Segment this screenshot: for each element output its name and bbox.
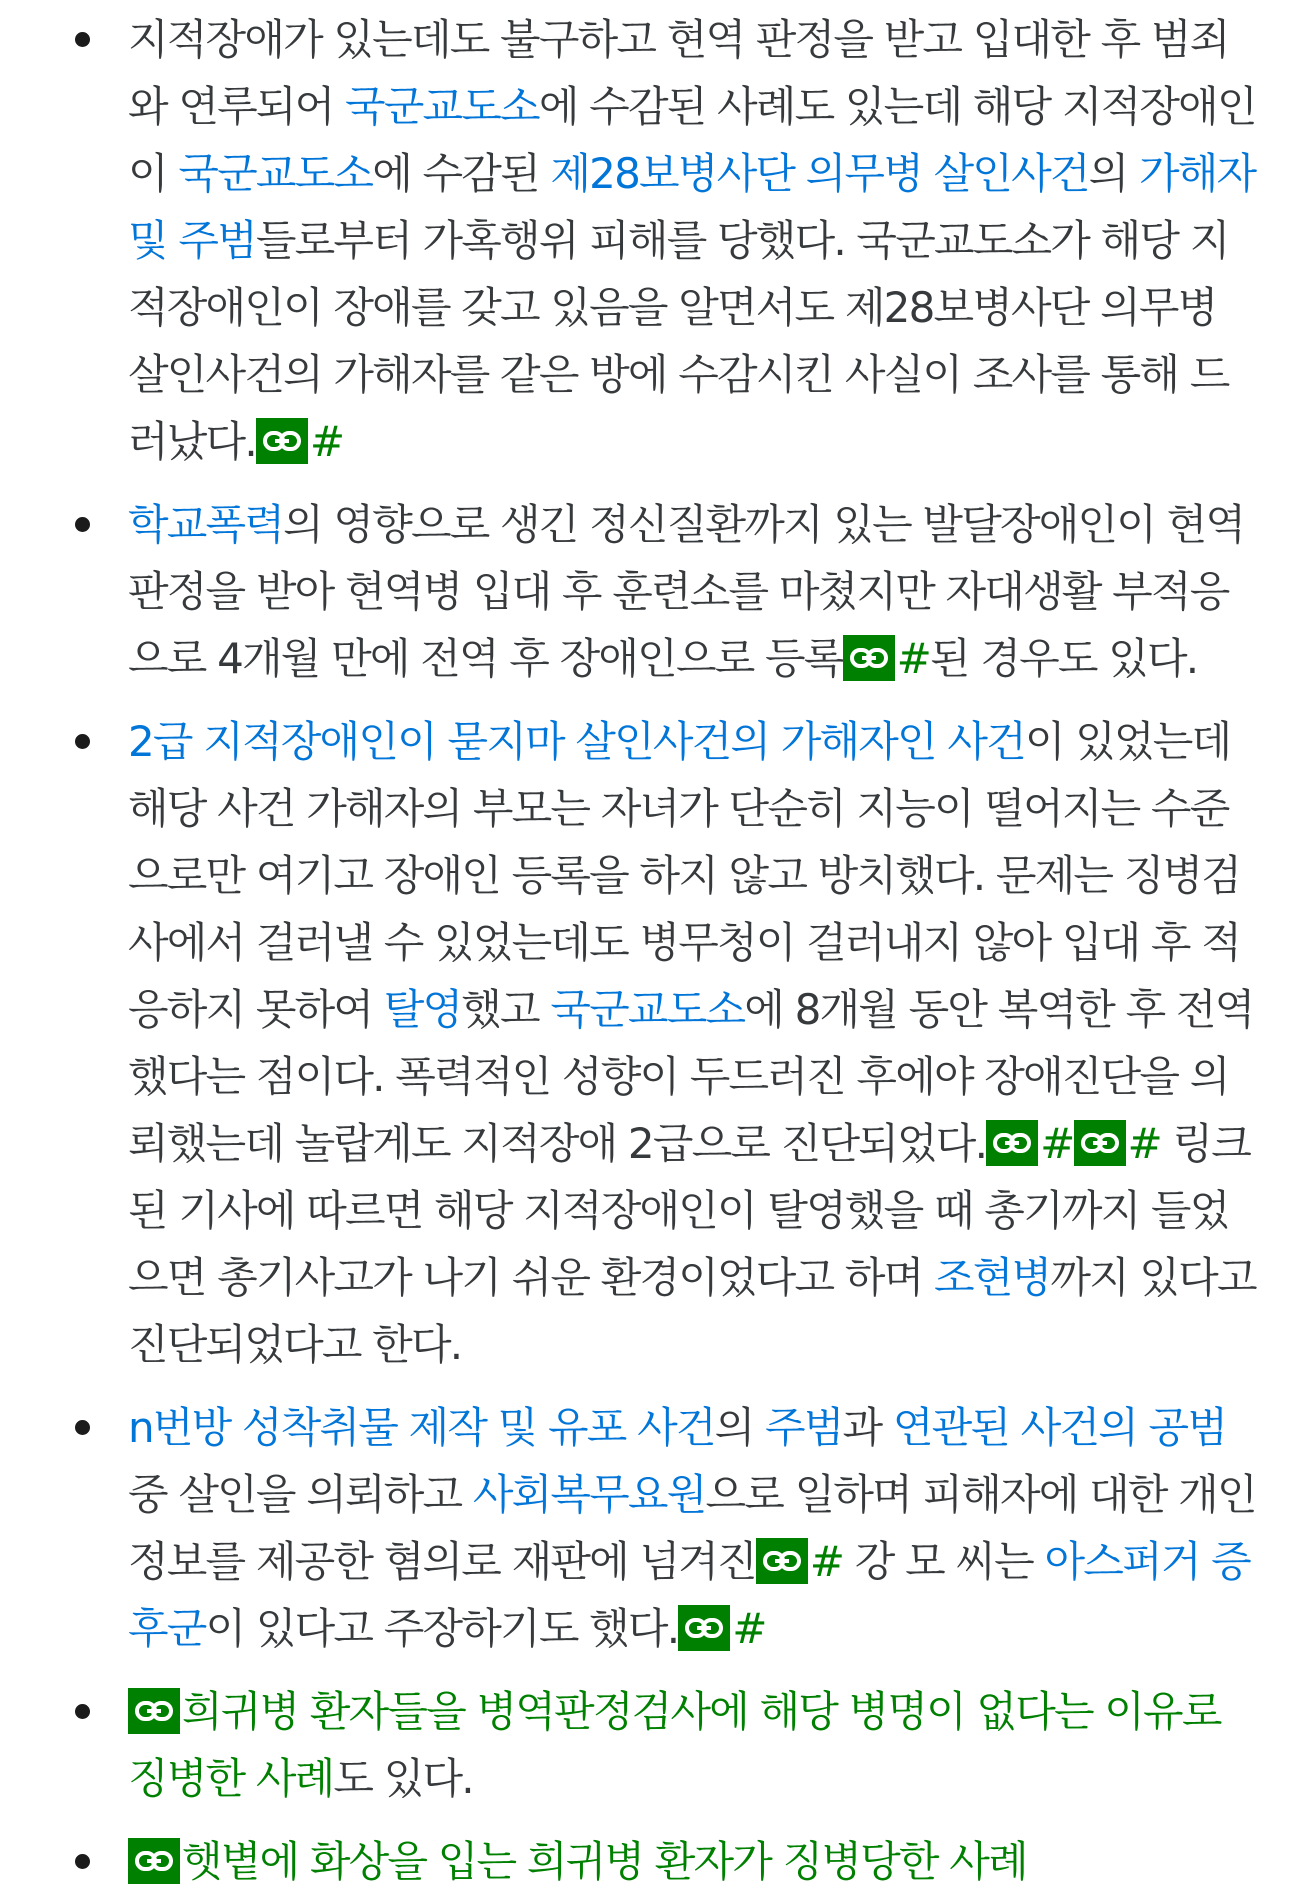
external-link[interactable]: # [809,1537,844,1586]
body-text: 의 [714,1403,765,1452]
body-text: 의 [1088,149,1139,198]
list-item [128,6,1258,475]
body-text: 강 모 씨는 [843,1537,1045,1586]
list-item [128,708,1258,1378]
body-text: 의 영향으로 생긴 정신질환까지 있는 발달장애인이 현역 판정을 받아 현역병 입대 후 훈련소를 마쳤지만 자대생활 부적응으로 4개월 만에 전역 후 장애인으로 등록 [128,500,1245,683]
external-link-icon[interactable] [256,418,308,464]
wiki-link[interactable]: 2급 지적장애인이 묻지마 살인사건의 가해자인 사건 [128,717,1025,766]
body-text: 에 수감된 [372,149,551,198]
body-text: 과 [842,1403,893,1452]
wiki-link[interactable]: 조현병 [933,1253,1051,1302]
wiki-link[interactable]: 아스퍼거 증후군 [128,1537,1250,1653]
external-link-icon[interactable] [128,1838,180,1884]
body-text: 들로부터 가혹행위 피해를 당했다. 국군교도소가 해당 지적장애인이 장애를 갖고 있음을 알면서도 제28보병사단 의무병 살인사건의 가해자를 같은 방에 수감시킨 사실이 조사를 통해 드러났다. [128,216,1229,466]
external-link-icon[interactable] [843,635,895,681]
body-text: 지적장애가 있는데도 불구하고 현역 판정을 받고 입대한 후 범죄와 연루되어 [128,15,1229,131]
wiki-link[interactable]: 사회복무요원 [472,1470,706,1519]
bullet-dot [75,1420,90,1435]
wiki-link[interactable]: 국군교도소 [178,149,373,198]
body-text: 했고 [461,985,551,1034]
external-link[interactable]: 햇볕에 화상을 입는 희귀병 환자가 징병당한 사례 [182,1837,1027,1886]
wiki-link[interactable]: 연관된 사건의 공범 [892,1403,1227,1452]
external-link[interactable]: 희귀병 환자들을 병역판정검사에 해당 병명이 없다는 이유로 징병한 사례 [128,1687,1221,1803]
list-item [128,1828,1258,1895]
bullet-dot [75,32,90,47]
wiki-link[interactable]: 학교폭력 [128,500,284,549]
external-link-icon[interactable] [678,1605,730,1651]
bullet-dot [75,517,90,532]
external-link[interactable]: # [896,634,930,683]
body-text: 된 경우도 있다. [930,634,1198,683]
body-text: 이 있다고 주장하기도 했다. [205,1604,679,1653]
external-link[interactable]: # [732,1604,766,1653]
body-text: 도 있다. [333,1754,473,1803]
wiki-link[interactable]: n번방 성착취물 제작 및 유포 사건 [128,1403,715,1452]
bullet-dot [75,734,90,749]
external-link[interactable]: # [309,417,344,466]
wiki-link[interactable]: 탈영 [383,985,462,1034]
body-text: 중 살인을 의뢰하고 [128,1470,473,1519]
list-item [128,491,1258,692]
body-text: 까지 있다고 진단되었다고 한다. [128,1253,1256,1369]
bullet-dot [75,1854,90,1869]
wiki-link[interactable]: 국군교도소 [344,82,539,131]
wiki-link[interactable]: 제28보병사단 의무병 살인사건 [550,149,1089,198]
bullet-dot [75,1704,90,1719]
list-item [128,1394,1258,1662]
body-text: 이 있었는데 해당 사건 가해자의 부모는 자녀가 단순히 지능이 떨어지는 수준으로만 여기고 장애인 등록을 하지 않고 방치했다. 문제는 징병검사에서 걸러낼 수 있었는데도 병무청이 걸러내지 않아 입대 후 적응하지 못하여 [128,717,1241,1034]
external-link-icon[interactable] [128,1688,180,1734]
external-link-icon[interactable] [1074,1120,1126,1166]
external-link-icon[interactable] [986,1120,1038,1166]
external-link[interactable]: # [1040,1119,1074,1168]
body-text: 에 8개월 동안 복역한 후 전역했다는 점이다. 폭력적인 성향이 두드러진 후에야 장애진단을 의뢰했는데 놀랍게도 지적장애 2급으로 진단되었다. [128,985,1254,1168]
list-item [128,1678,1258,1812]
external-link[interactable]: # [1127,1119,1161,1168]
wiki-link[interactable]: 국군교도소 [550,985,745,1034]
bullet-list [0,6,1290,1895]
wiki-link[interactable]: 가해자 및 주범 [128,149,1256,265]
wiki-link[interactable]: 주범 [764,1403,843,1452]
body-text: 링크된 기사에 따르면 해당 지적장애인이 탈영했을 때 총기까지 들었으면 총기사고가 나기 쉬운 환경이었다고 하며 [128,1119,1251,1302]
body-text: 으로 일하며 피해자에 대한 개인정보를 제공한 혐의로 재판에 넘겨진 [128,1470,1256,1586]
body-text: 에 수감된 사례도 있는데 해당 지적장애인이 [128,82,1256,198]
external-link-icon[interactable] [756,1538,808,1584]
